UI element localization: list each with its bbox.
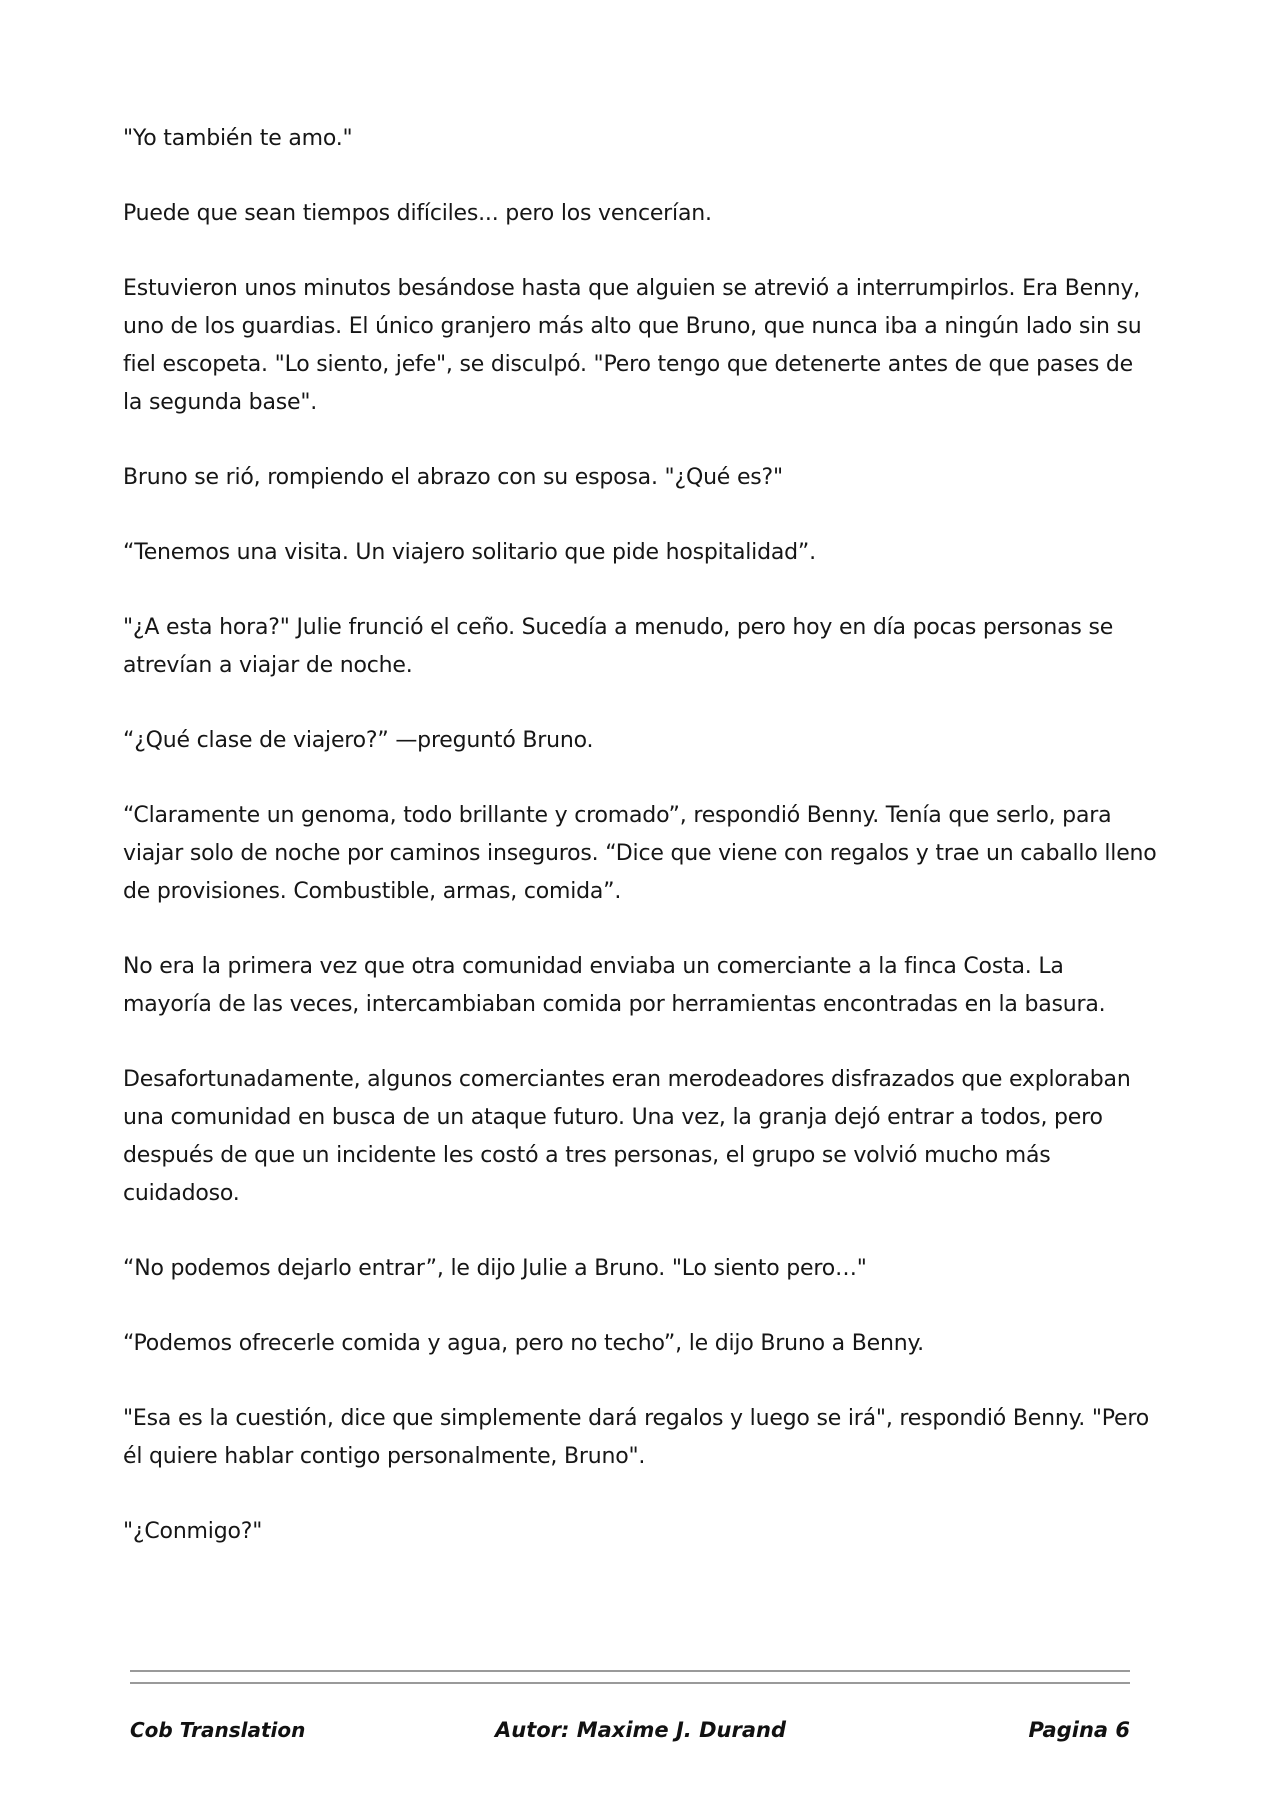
paragraph: Estuvieron unos minutos besándose hasta que alguien se atrevió a interrumpirlos. Era Benny, uno de los guardias. El único granjero más alto que Bruno, que nunca iba a ningún lado sin su fiel escopeta. "Lo siento, jefe", se disculpó. "Pero tengo que detenerte antes de que pases de la segunda base". [123, 276, 1142, 415]
paragraph: No era la primera vez que otra comunidad enviaba un comerciante a la finca Costa. La mayoría de las veces, intercambiaban comida por herramientas encontradas en la basura. [123, 954, 1106, 1017]
footer-rule-bottom [130, 1682, 1130, 1684]
paragraph: Puede que sean tiempos difíciles... pero los vencerían. [123, 201, 712, 226]
paragraph: "Yo también te amo." [123, 126, 353, 151]
footer-page-number: Pagina 6 [1028, 1718, 1130, 1742]
paragraph: “Claramente un genoma, todo brillante y cromado”, respondió Benny. Tenía que serlo, para viajar solo de noche por caminos inseguros. “Dice que viene con regalos y trae un caballo lleno de provisiones. Combustible, armas, comida”. [123, 803, 1157, 904]
footer-translator: Cob Translation [130, 1718, 306, 1742]
paragraph: "¿A esta hora?" Julie frunció el ceño. Sucedía a menudo, pero hoy en día pocas personas se atrevían a viajar de noche. [123, 615, 1114, 678]
paragraph: "¿Conmigo?" [123, 1519, 263, 1544]
paragraph: “No podemos dejarlo entrar”, le dijo Julie a Bruno. "Lo siento pero…" [123, 1256, 867, 1281]
paragraph: “Tenemos una visita. Un viajero solitario que pide hospitalidad”. [123, 540, 816, 565]
paragraph: Bruno se rió, rompiendo el abrazo con su esposa. "¿Qué es?" [123, 465, 783, 490]
paragraph: Desafortunadamente, algunos comerciantes eran merodeadores disfrazados que exploraban una comunidad en busca de un ataque futuro. Una vez, la granja dejó entrar a todos, pero después de que un incidente les costó a tres personas, el grupo se volvió mucho más cuidadoso. [123, 1067, 1131, 1206]
footer-divider [130, 1670, 1130, 1694]
footer-rule-top [130, 1670, 1130, 1672]
document-body [123, 120, 1158, 1588]
paragraph: “¿Qué clase de viajero?” —preguntó Bruno. [123, 728, 594, 753]
page-footer [130, 1718, 1130, 1748]
footer-author: Autor: Maxime J. Durand [495, 1718, 786, 1742]
paragraph: "Esa es la cuestión, dice que simplemente dará regalos y luego se irá", respondió Benny. "Pero él quiere hablar contigo personalmente, Bruno". [123, 1406, 1150, 1469]
paragraph: “Podemos ofrecerle comida y agua, pero no techo”, le dijo Bruno a Benny. [123, 1331, 924, 1356]
